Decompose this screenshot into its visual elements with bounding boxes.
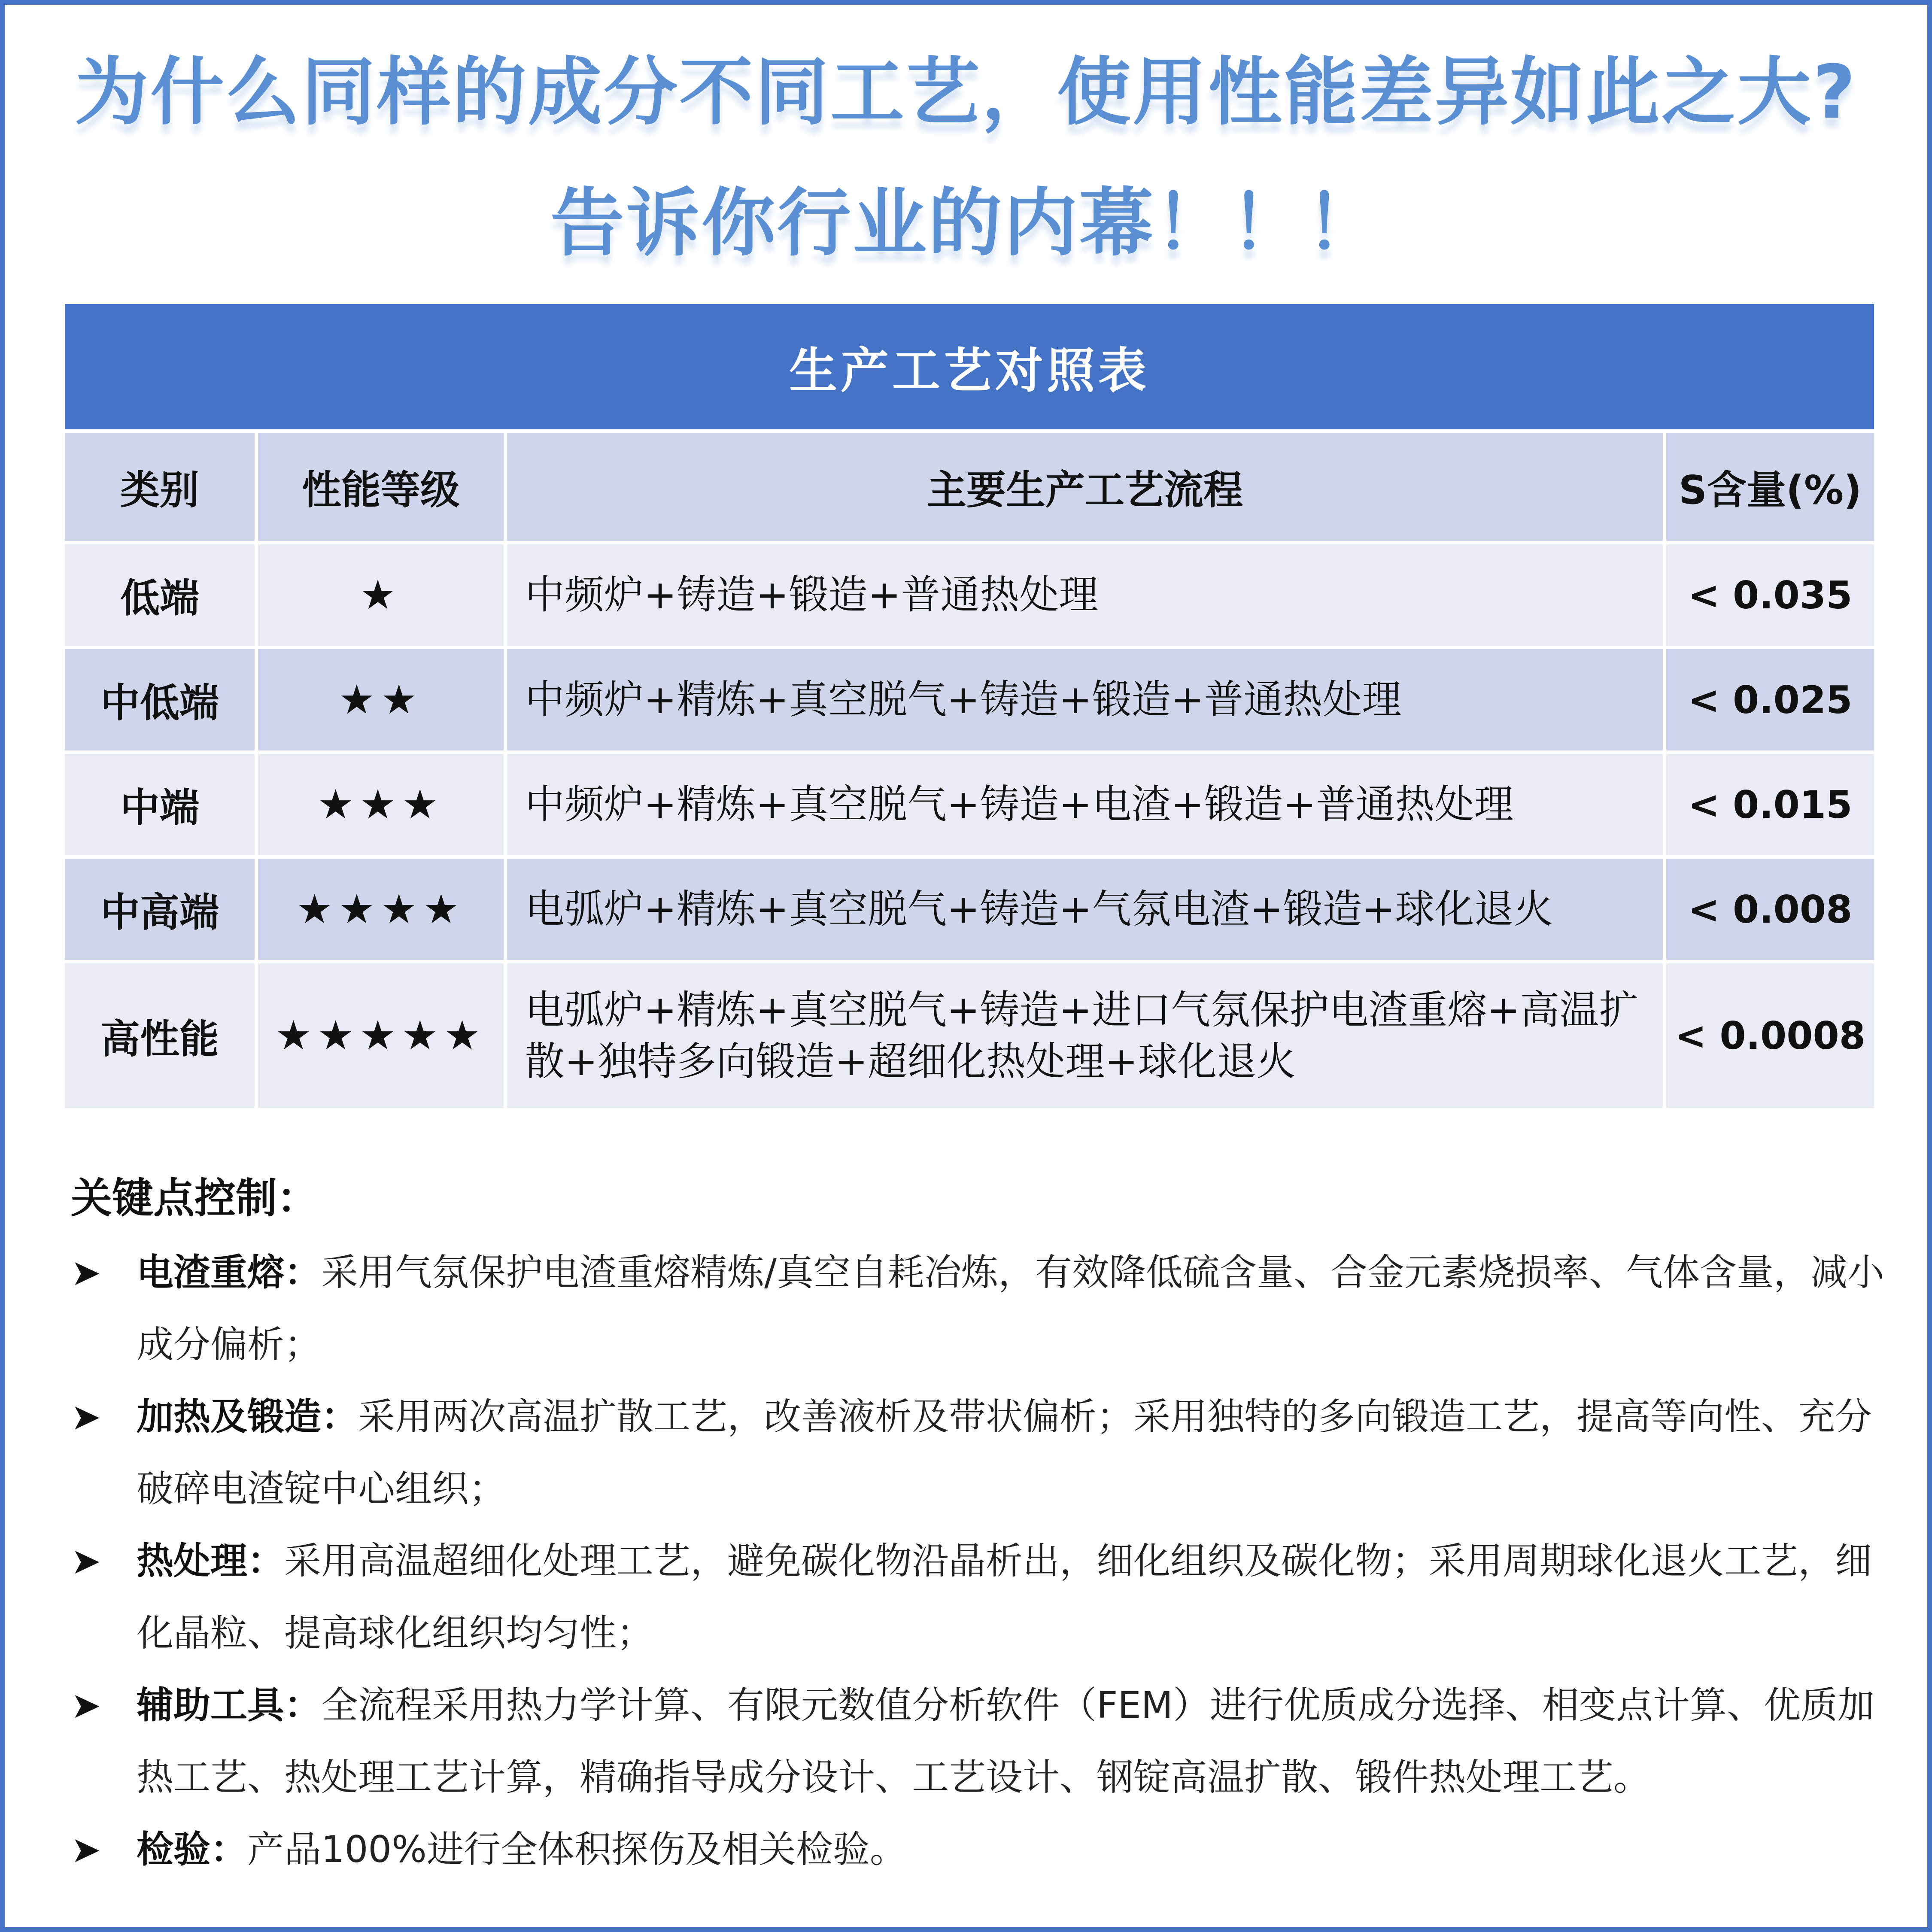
category-cell: 高性能	[63, 962, 256, 1110]
table-row	[63, 857, 1876, 962]
process-cell: 中频炉+铸造+锻造+普通热处理	[505, 543, 1665, 647]
table-row	[63, 962, 1876, 1110]
key-point-text: 全流程采用热力学计算、有限元数值分析软件（FEM）进行优质成分选择、相变点计算、优质加热工艺、热处理工艺计算，精确指导成分设计、工艺设计、钢锭高温扩散、锻件热处理工艺。	[137, 1684, 1875, 1799]
star-rating-icon: ★★	[256, 647, 505, 752]
table-row	[63, 647, 1876, 752]
key-point-text: 采用两次高温扩散工艺，改善液析及带状偏析；采用独特的多向锻造工艺，提高等向性、充分破碎电渣锭中心组织；	[137, 1395, 1872, 1510]
process-comparison-table	[61, 301, 1877, 1112]
arrow-bullet-icon: ➤	[71, 1540, 101, 1582]
column-header-rating: 性能等级	[256, 431, 505, 543]
process-cell: 中频炉+精炼+真空脱气+铸造+电渣+锻造+普通热处理	[505, 752, 1665, 857]
list-item	[71, 1525, 1887, 1669]
star-rating-icon: ★★★★	[256, 857, 505, 962]
key-point-label: 加热及锻造：	[137, 1395, 358, 1438]
category-cell: 低端	[63, 543, 256, 647]
star-rating-icon: ★★★	[256, 752, 505, 857]
arrow-bullet-icon: ➤	[71, 1252, 101, 1294]
column-header-sulfur: S含量(%)	[1665, 431, 1876, 543]
key-point-label: 电渣重熔：	[137, 1251, 321, 1294]
key-point-text: 产品100%进行全体积探伤及相关检验。	[247, 1828, 907, 1871]
arrow-bullet-icon: ➤	[71, 1396, 101, 1438]
category-cell: 中高端	[63, 857, 256, 962]
column-header-process: 主要生产工艺流程	[505, 431, 1665, 543]
category-cell: 中端	[63, 752, 256, 857]
list-item	[71, 1381, 1887, 1525]
column-header-category: 类别	[63, 431, 256, 543]
sulfur-cell: < 0.0008	[1665, 962, 1876, 1110]
sulfur-cell: < 0.035	[1665, 543, 1876, 647]
process-cell: 电弧炉+精炼+真空脱气+铸造+进口气氛保护电渣重熔+高温扩散+独特多向锻造+超细化热处理+球化退火	[505, 962, 1665, 1110]
table-row	[63, 752, 1876, 857]
arrow-bullet-icon: ➤	[71, 1829, 101, 1871]
star-rating-icon: ★★★★★	[256, 962, 505, 1110]
list-item	[71, 1236, 1887, 1381]
table-row	[63, 543, 1876, 647]
table-caption: 生产工艺对照表	[63, 302, 1876, 431]
list-item	[71, 1814, 1887, 1886]
sulfur-cell: < 0.015	[1665, 752, 1876, 857]
process-cell: 中频炉+精炼+真空脱气+铸造+锻造+普通热处理	[505, 647, 1665, 752]
key-points-title: 关键点控制：	[71, 1174, 318, 1222]
process-cell: 电弧炉+精炼+真空脱气+铸造+气氛电渣+锻造+球化退火	[505, 857, 1665, 962]
arrow-bullet-icon: ➤	[71, 1684, 101, 1726]
key-point-label: 热处理：	[137, 1540, 284, 1583]
headline-reveal: 告诉你行业的内幕！！！	[550, 180, 1382, 266]
category-cell: 中低端	[63, 647, 256, 752]
star-rating-icon: ★	[256, 543, 505, 647]
key-point-text: 采用气氛保护电渣重熔精炼/真空自耗冶炼，有效降低硫含量、合金元素烧损率、气体含量，减小成分偏析；	[137, 1251, 1884, 1366]
sulfur-cell: < 0.025	[1665, 647, 1876, 752]
key-points-list	[71, 1236, 1887, 1886]
key-point-label: 检验：	[137, 1828, 247, 1871]
key-point-text: 采用高温超细化处理工艺，避免碳化物沿晶析出，细化组织及碳化物；采用周期球化退火工艺，细化晶粒、提高球化组织均匀性；	[137, 1540, 1872, 1655]
key-point-label: 辅助工具：	[137, 1684, 321, 1727]
list-item	[71, 1669, 1887, 1814]
sulfur-cell: < 0.008	[1665, 857, 1876, 962]
headline-question: 为什么同样的成分不同工艺，使用性能差异如此之大?	[75, 49, 1857, 135]
